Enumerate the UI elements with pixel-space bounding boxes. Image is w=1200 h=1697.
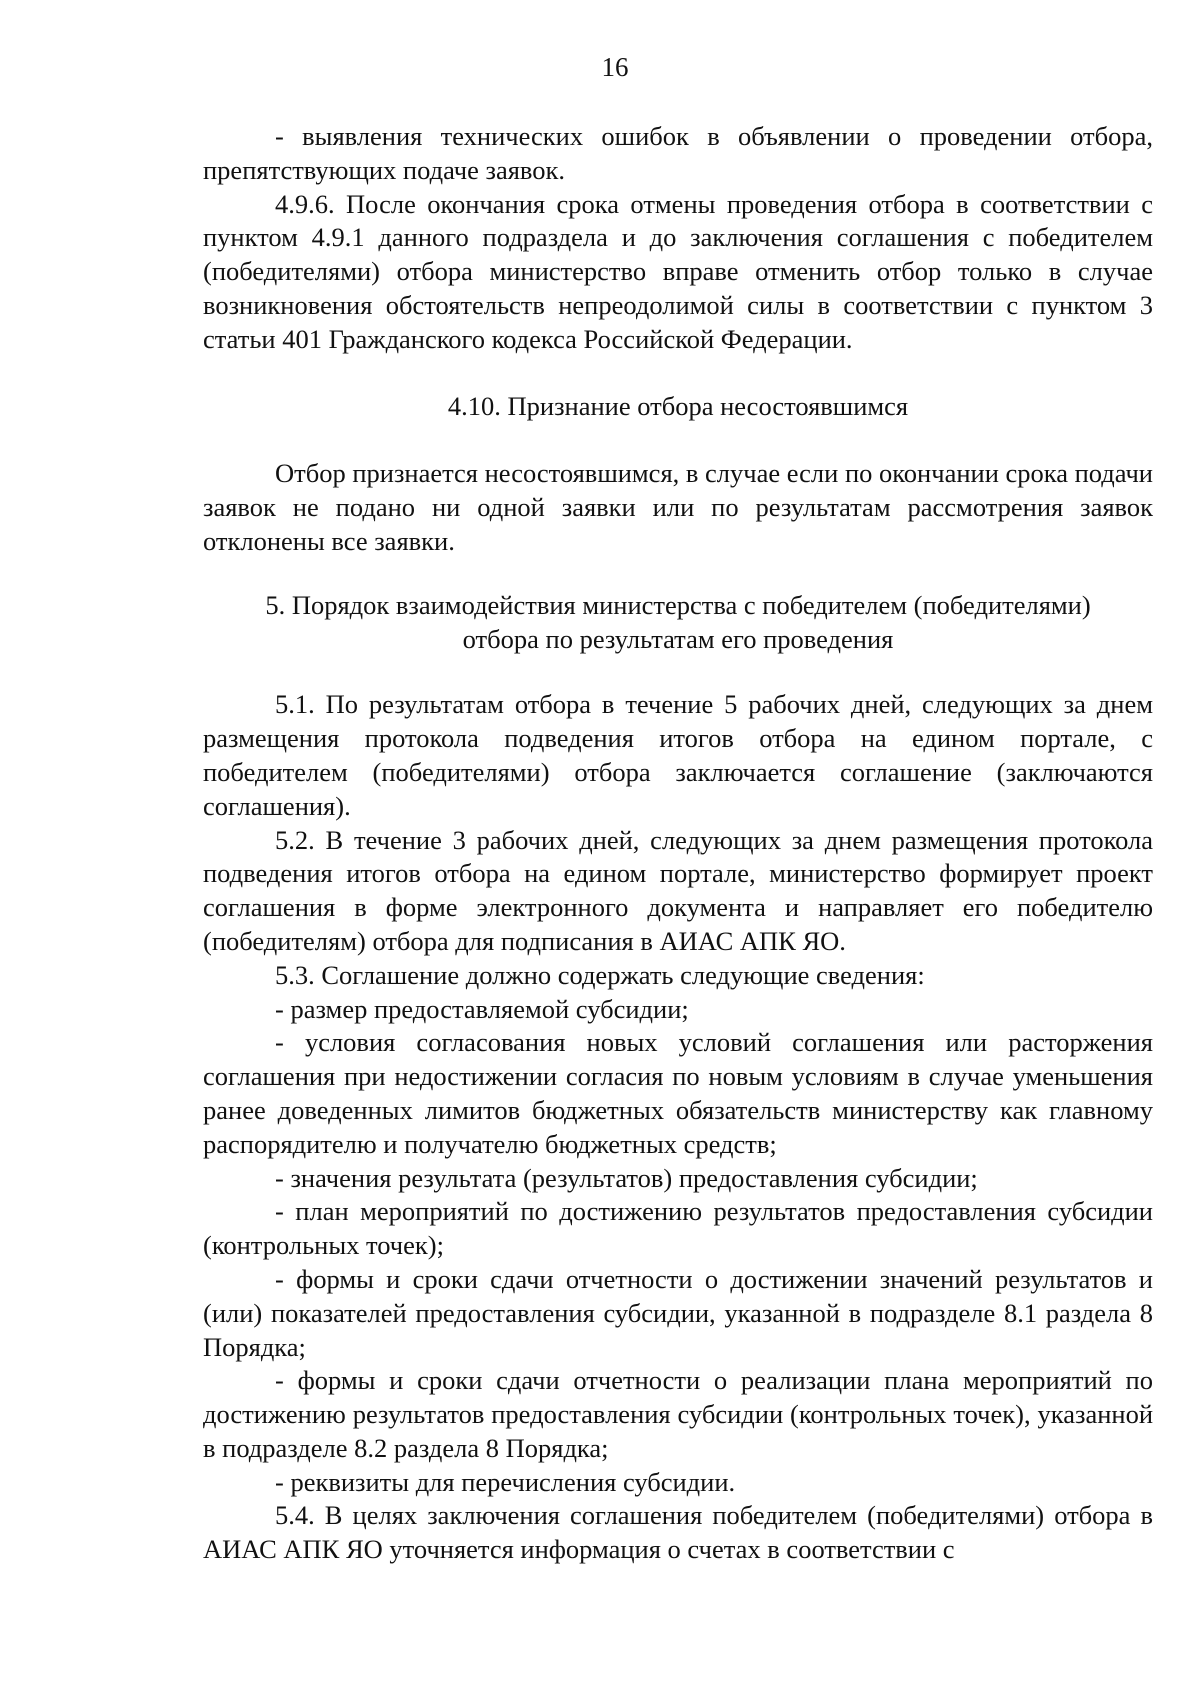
list-item-subsidy-size: - размер предоставляемой субсидии; <box>275 993 689 1024</box>
list-item-reporting-results: - формы и сроки сдачи отчетности о достижении значений результатов и (или) показателей предоставления субсидии, указанной в подразделе 8.1 раздела 8 Порядка; <box>203 1263 1153 1362</box>
list-item-result-values: - значения результата (результатов) предоставления субсидии; <box>275 1162 978 1193</box>
list-item-agreement-conditions: - условия согласования новых условий соглашения или расторжения соглашения при недостижении согласия по новым условиям в случае уменьшения ранее доведенных лимитов бюджетных обязательств министерству как главному распорядителю и получателю бюджетных средств; <box>203 1027 1153 1159</box>
paragraph-failed-selection: Отбор признается несостоявшимся, в случае если по окончании срока подачи заявок не подано ни одной заявки или по результатам рассмотрения заявок отклонены все заявки. <box>203 458 1153 556</box>
paragraph-technical-errors: - выявления технических ошибок в объявлении о проведении отбора, препятствующих подаче заявок. <box>203 121 1153 185</box>
page-number: 16 <box>601 52 629 82</box>
list-item-reporting-plan: - формы и сроки сдачи отчетности о реализации плана мероприятий по достижению результатов предоставления субсидии (контрольных точек), указанной в подразделе 8.2 раздела 8 Порядка; <box>203 1365 1153 1463</box>
list-item-action-plan: - план мероприятий по достижению результатов предоставления субсидии (контрольных точек); <box>203 1196 1153 1261</box>
list-item-payment-details: - реквизиты для перечисления субсидии. <box>275 1466 736 1497</box>
paragraph-5-2: 5.2. В течение 3 рабочих дней, следующих за днем размещения протокола подведения итогов отбора на едином портале, министерство формирует проект соглашения в форме электронного документа и направляет его победителю (победителям) отбора для подписания в АИАС АПК ЯО. <box>203 824 1153 956</box>
paragraph-5-3: 5.3. Соглашение должно содержать следующие сведения: <box>275 959 925 990</box>
paragraph-4-9-6: 4.9.6. После окончания срока отмены проведения отбора в соответствии с пунктом 4.9.1 данного подраздела и до заключения соглашения с победителем (победителями) отбора министерство вправе отменить отбор только в случае возникновения обстоятельств непреодолимой силы в соответствии с пунктом 3 статьи 401 Гражданского кодекса Российской Федерации. <box>203 188 1153 354</box>
section-heading-5-line1: 5. Порядок взаимодействия министерства с победителем (победителями) <box>265 589 1091 620</box>
paragraph-5-1: 5.1. По результатам отбора в течение 5 рабочих дней, следующих за днем размещения протокола подведения итогов отбора на едином портале, с победителем (победителями) отбора заключается соглашение (заключаются соглашения). <box>203 689 1153 821</box>
section-heading-5-line2: отбора по результатам его проведения <box>462 623 894 654</box>
document-body <box>203 120 1153 1567</box>
section-heading-4-10: 4.10. Признание отбора несостоявшимся <box>447 390 909 421</box>
paragraph-5-4: 5.4. В целях заключения соглашения победителем (победителями) отбора в АИАС АПК ЯО уточняется информация о счетах в соответствии с <box>203 1500 1153 1565</box>
